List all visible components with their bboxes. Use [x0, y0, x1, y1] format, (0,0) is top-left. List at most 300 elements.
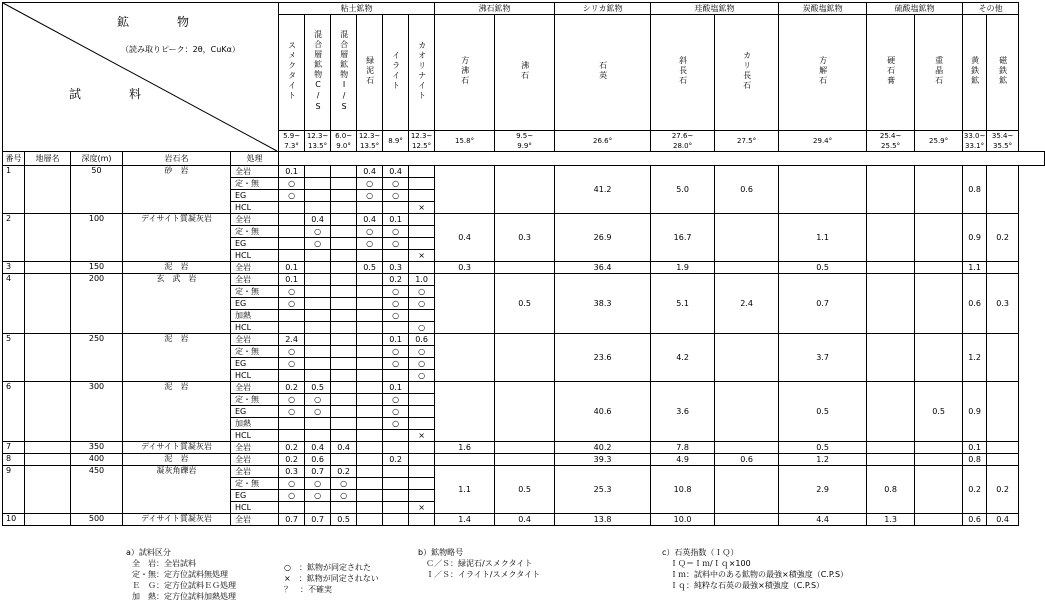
corner-sample-label: 試 料	[69, 87, 160, 101]
mineral-name-text: 石英	[598, 61, 608, 81]
mineral-value	[867, 382, 915, 442]
clay-value: ×	[409, 502, 435, 514]
clay-value	[383, 442, 409, 454]
clay-value: 0.4	[357, 214, 383, 226]
mineral-name-text: 緑泥石	[365, 56, 375, 86]
mineral-name-header	[987, 15, 1019, 131]
clay-value: ○	[305, 238, 331, 250]
mineral-name-header	[555, 15, 651, 131]
clay-value: 0.2	[331, 466, 357, 478]
clay-value	[357, 202, 383, 214]
clay-value	[331, 370, 357, 382]
legend-mark: ○ ：鉱物が同定された	[284, 563, 371, 572]
clay-value: ○	[409, 322, 435, 334]
mineral-peak-header: 27.6~ 28.0°	[651, 131, 715, 152]
mineral-value: 4.4	[779, 514, 867, 526]
clay-value	[409, 490, 435, 502]
mineral-value: 0.6	[963, 514, 987, 526]
sample-rock: 泥 岩	[123, 454, 231, 466]
mineral-value: 1.6	[435, 442, 495, 454]
clay-value: 0.4	[305, 214, 331, 226]
clay-value: 0.1	[279, 274, 305, 286]
clay-value: 0.5	[305, 382, 331, 394]
mineral-value	[987, 454, 1019, 466]
mineral-value	[915, 274, 963, 334]
mineral-name-text: 方沸石	[460, 56, 470, 86]
clay-value	[279, 418, 305, 430]
clay-value: 0.1	[279, 262, 305, 274]
sample-number: 7	[3, 442, 25, 454]
clay-value	[409, 478, 435, 490]
clay-value: ○	[279, 178, 305, 190]
mineral-analysis-table	[2, 2, 1045, 526]
mineral-name-header	[779, 15, 867, 131]
clay-value: ○	[279, 286, 305, 298]
mineral-value	[987, 382, 1019, 442]
clay-value	[331, 238, 357, 250]
mineral-value: 0.3	[435, 262, 495, 274]
clay-value: 0.1	[383, 382, 409, 394]
mineral-value	[715, 382, 779, 442]
corner-box	[3, 3, 278, 151]
table-corner-header	[3, 3, 279, 152]
legend-c-item: ＩＱ＝Ｉｍ/Ｉｑ×100	[670, 559, 751, 568]
clay-value	[383, 322, 409, 334]
clay-value	[357, 418, 383, 430]
mineral-group-header: シリカ鉱物	[555, 3, 651, 15]
mineral-value: 0.6	[715, 166, 779, 214]
treatment: EG	[231, 490, 279, 502]
mineral-value	[915, 454, 963, 466]
mineral-value: 41.2	[555, 166, 651, 214]
clay-value: 0.1	[383, 214, 409, 226]
clay-value	[383, 202, 409, 214]
mineral-name-header	[409, 15, 435, 131]
mineral-value: 0.1	[963, 442, 987, 454]
mineral-value: 26.9	[555, 214, 651, 262]
mineral-peak-header: 26.6°	[555, 131, 651, 152]
clay-value: ○	[383, 238, 409, 250]
clay-value	[357, 490, 383, 502]
mineral-name-header	[715, 15, 779, 131]
clay-value	[305, 286, 331, 298]
mineral-value: 0.8	[867, 466, 915, 514]
treatment: 全岩	[231, 166, 279, 178]
mineral-value	[867, 274, 915, 334]
clay-value: 0.7	[305, 514, 331, 526]
mineral-value: 1.1	[779, 214, 867, 262]
sample-layer	[25, 274, 71, 334]
clay-value: ○	[383, 346, 409, 358]
mineral-value: 0.7	[779, 274, 867, 334]
clay-value	[357, 358, 383, 370]
treatment: HCL	[231, 202, 279, 214]
clay-value	[357, 466, 383, 478]
clay-value	[331, 274, 357, 286]
clay-value: ○	[305, 394, 331, 406]
clay-value	[279, 310, 305, 322]
clay-value	[409, 394, 435, 406]
mineral-value	[715, 442, 779, 454]
sample-layer	[25, 454, 71, 466]
mineral-name-text: 方解石	[818, 56, 828, 86]
mineral-name-header	[331, 15, 357, 131]
mineral-name-text: 沸石	[520, 61, 530, 81]
mineral-value: 0.8	[963, 166, 987, 214]
mineral-value	[715, 214, 779, 262]
mineral-name-text: 混合層鉱物C/S	[313, 29, 323, 113]
clay-value	[383, 370, 409, 382]
clay-value	[279, 370, 305, 382]
clay-value	[331, 430, 357, 442]
mineral-value: 13.8	[555, 514, 651, 526]
mineral-value	[867, 334, 915, 382]
sample-layer	[25, 466, 71, 514]
mineral-peak-header: 12.3~ 12.5°	[409, 131, 435, 152]
mineral-name-header	[963, 15, 987, 131]
mineral-value: 40.2	[555, 442, 651, 454]
clay-value: 0.2	[383, 454, 409, 466]
clay-value	[331, 502, 357, 514]
mineral-value	[435, 454, 495, 466]
legend-marks	[284, 562, 379, 595]
treatment: 全岩	[231, 514, 279, 526]
treatment: 定・無	[231, 394, 279, 406]
clay-value	[279, 238, 305, 250]
mineral-peak-header: 12.3~ 13.5°	[305, 131, 331, 152]
mineral-value	[495, 334, 555, 382]
mineral-name-header	[279, 15, 305, 131]
mineral-value	[915, 166, 963, 214]
clay-value	[357, 334, 383, 346]
mineral-value: 5.1	[651, 274, 715, 334]
legend-mark: ？ ：不確実	[284, 585, 332, 594]
legend-a-item: 全 岩：全岩試料	[132, 559, 196, 568]
mineral-name-text: イライト	[391, 51, 401, 91]
clay-value	[305, 178, 331, 190]
mineral-group-header: 珪酸塩鉱物	[651, 3, 779, 15]
mineral-value: 0.2	[987, 466, 1019, 514]
mineral-value: 0.3	[987, 274, 1019, 334]
mineral-value	[987, 442, 1019, 454]
sample-rock: 凝灰角礫岩	[123, 466, 231, 514]
clay-value	[279, 202, 305, 214]
clay-value	[305, 274, 331, 286]
clay-value: ○	[357, 226, 383, 238]
mineral-name-text: カリ長石	[742, 51, 752, 91]
treatment: EG	[231, 190, 279, 202]
mineral-value	[495, 454, 555, 466]
mineral-group-header: 硫酸塩鉱物	[867, 3, 963, 15]
header-spacer	[279, 152, 1045, 166]
clay-value	[357, 514, 383, 526]
clay-value	[357, 298, 383, 310]
mineral-value	[779, 166, 867, 214]
treatment: EG	[231, 238, 279, 250]
sample-number: 1	[3, 166, 25, 214]
clay-value	[383, 478, 409, 490]
clay-value	[305, 358, 331, 370]
clay-value	[331, 298, 357, 310]
clay-value: 0.6	[409, 334, 435, 346]
mineral-name-header	[867, 15, 915, 131]
clay-value: ○	[383, 286, 409, 298]
clay-value: ○	[383, 418, 409, 430]
clay-value: 0.4	[331, 442, 357, 454]
sample-depth: 250	[71, 334, 123, 382]
clay-value	[331, 250, 357, 262]
clay-value: ○	[279, 346, 305, 358]
clay-value	[331, 322, 357, 334]
mineral-value: 1.3	[867, 514, 915, 526]
sample-rock: 泥 岩	[123, 334, 231, 382]
clay-value	[305, 334, 331, 346]
mineral-name-text: 重晶石	[934, 56, 944, 86]
legend-c-title: c）石英指数（ＩＱ）	[662, 548, 739, 557]
mineral-name-text: 硬石膏	[886, 56, 896, 86]
clay-value: ○	[331, 478, 357, 490]
mineral-value: 25.3	[555, 466, 651, 514]
clay-value: ○	[279, 490, 305, 502]
mineral-value: 40.6	[555, 382, 651, 442]
mineral-value: 0.9	[963, 214, 987, 262]
clay-value: ○	[383, 178, 409, 190]
clay-value: ○	[383, 358, 409, 370]
mineral-name-text: 磁鉄鉱	[998, 56, 1008, 86]
mineral-name-text: カオリナイト	[417, 41, 427, 101]
clay-value	[357, 322, 383, 334]
treatment: 定・無	[231, 226, 279, 238]
mineral-peak-header: 8.9°	[383, 131, 409, 152]
mineral-value: 0.2	[987, 214, 1019, 262]
clay-value	[279, 430, 305, 442]
clay-value: 0.2	[383, 274, 409, 286]
clay-value	[409, 214, 435, 226]
mineral-name-header	[495, 15, 555, 131]
clay-value	[409, 442, 435, 454]
treatment: 全岩	[231, 466, 279, 478]
treatment: HCL	[231, 370, 279, 382]
treatment: HCL	[231, 430, 279, 442]
clay-value: ○	[331, 490, 357, 502]
mineral-value	[987, 334, 1019, 382]
clay-value	[409, 466, 435, 478]
mineral-name-header	[305, 15, 331, 131]
clay-value: 0.2	[279, 382, 305, 394]
clay-value	[305, 418, 331, 430]
mineral-value: 0.5	[495, 466, 555, 514]
column-header-depth: 深度(m)	[71, 152, 123, 166]
mineral-peak-header: 25.4~ 25.5°	[867, 131, 915, 152]
mineral-value	[715, 466, 779, 514]
clay-value	[279, 226, 305, 238]
clay-value	[305, 310, 331, 322]
treatment: HCL	[231, 322, 279, 334]
mineral-name-text: スメクタイト	[287, 41, 297, 101]
clay-value	[357, 310, 383, 322]
clay-value: ○	[279, 478, 305, 490]
clay-value	[331, 190, 357, 202]
mineral-peak-header: 27.5°	[715, 131, 779, 152]
mineral-value	[435, 382, 495, 442]
table-row	[3, 442, 1045, 454]
clay-value	[409, 262, 435, 274]
clay-value	[279, 322, 305, 334]
clay-value: ○	[383, 226, 409, 238]
clay-value: ○	[279, 358, 305, 370]
clay-value	[357, 394, 383, 406]
mineral-name-text: 斜長石	[678, 56, 688, 86]
mineral-name-header	[383, 15, 409, 131]
clay-value	[357, 274, 383, 286]
mineral-value	[915, 262, 963, 274]
table-row	[3, 454, 1045, 466]
legend-b-item: Ｃ／Ｓ：緑泥石/スメクタイト	[426, 559, 533, 568]
clay-value	[331, 214, 357, 226]
mineral-group-header: 沸石鉱物	[435, 3, 555, 15]
clay-value: ○	[409, 358, 435, 370]
mineral-value: 1.2	[963, 334, 987, 382]
mineral-peak-header: 12.3~ 13.5°	[357, 131, 383, 152]
treatment: 定・無	[231, 478, 279, 490]
treatment: 全岩	[231, 262, 279, 274]
mineral-name-header	[915, 15, 963, 131]
mineral-value: 0.4	[987, 514, 1019, 526]
mineral-value	[987, 166, 1019, 214]
clay-value	[409, 178, 435, 190]
sample-rock: 泥 岩	[123, 262, 231, 274]
clay-value: ○	[409, 286, 435, 298]
clay-value: ○	[305, 478, 331, 490]
mineral-value: 0.5	[779, 262, 867, 274]
clay-value: 0.5	[357, 262, 383, 274]
clay-value	[279, 502, 305, 514]
mineral-group-header: 炭酸塩鉱物	[779, 3, 867, 15]
table-row	[3, 274, 1045, 286]
legend-a-item: Ｅ Ｇ：定方位試料ＥＧ処理	[132, 581, 236, 590]
clay-value: ○	[383, 190, 409, 202]
clay-value	[331, 454, 357, 466]
mineral-name-header	[435, 15, 495, 131]
mineral-group-header: 粘土鉱物	[279, 3, 435, 15]
sample-depth: 100	[71, 214, 123, 262]
mineral-name-header	[357, 15, 383, 131]
mineral-value: 0.2	[963, 466, 987, 514]
treatment: EG	[231, 358, 279, 370]
clay-value	[331, 286, 357, 298]
clay-value	[357, 442, 383, 454]
clay-value	[357, 250, 383, 262]
clay-value: ○	[409, 346, 435, 358]
sample-depth: 50	[71, 166, 123, 214]
mineral-peak-header: 9.5~ 9.9°	[495, 131, 555, 152]
mineral-value: 10.8	[651, 466, 715, 514]
mineral-value	[495, 166, 555, 214]
mineral-value: 4.9	[651, 454, 715, 466]
clay-value	[331, 382, 357, 394]
treatment: 加熱	[231, 310, 279, 322]
mineral-value: 3.6	[651, 382, 715, 442]
legend-sample-class	[126, 547, 236, 602]
clay-value: ○	[409, 370, 435, 382]
clay-value: ×	[409, 250, 435, 262]
clay-value	[279, 250, 305, 262]
clay-value	[383, 490, 409, 502]
mineral-value: 0.9	[963, 382, 987, 442]
treatment: EG	[231, 298, 279, 310]
clay-value	[305, 190, 331, 202]
sample-number: 6	[3, 382, 25, 442]
treatment: 加熱	[231, 418, 279, 430]
mineral-value	[715, 334, 779, 382]
clay-value: ○	[305, 226, 331, 238]
clay-value	[331, 346, 357, 358]
clay-value	[331, 418, 357, 430]
column-header-no: 番号	[3, 152, 25, 166]
mineral-value: 0.5	[495, 274, 555, 334]
clay-value	[409, 190, 435, 202]
mineral-value	[915, 442, 963, 454]
clay-value	[409, 226, 435, 238]
mineral-value	[915, 334, 963, 382]
clay-value	[331, 406, 357, 418]
mineral-value	[915, 514, 963, 526]
mineral-value: 4.2	[651, 334, 715, 382]
clay-value	[331, 310, 357, 322]
clay-value	[305, 262, 331, 274]
clay-value	[383, 466, 409, 478]
treatment: 全岩	[231, 454, 279, 466]
table-row	[3, 466, 1045, 478]
mineral-value: 0.4	[495, 514, 555, 526]
clay-value: ○	[279, 190, 305, 202]
treatment: 全岩	[231, 334, 279, 346]
mineral-value: 0.6	[963, 274, 987, 334]
legend-c-item: Ｉｑ：純粋な石英の最強×積強度（C.P.S）	[670, 581, 825, 590]
clay-value	[305, 166, 331, 178]
mineral-value: 3.7	[779, 334, 867, 382]
mineral-value: 1.1	[435, 466, 495, 514]
mineral-peak-header: 35.4~ 35.5°	[987, 131, 1019, 152]
header-row-groups	[3, 3, 1045, 15]
clay-value	[305, 502, 331, 514]
clay-value	[357, 430, 383, 442]
clay-value: ×	[409, 202, 435, 214]
clay-value: 0.2	[279, 442, 305, 454]
clay-value: 0.2	[279, 454, 305, 466]
sample-number: 2	[3, 214, 25, 262]
treatment: 全岩	[231, 442, 279, 454]
clay-value	[357, 346, 383, 358]
corner-reading-label: （読み取りピーク：2θ，CuKα）	[121, 45, 240, 54]
mineral-value: 7.8	[651, 442, 715, 454]
sample-depth: 450	[71, 466, 123, 514]
mineral-value: 0.8	[963, 454, 987, 466]
clay-value	[409, 454, 435, 466]
mineral-value	[867, 454, 915, 466]
table-row	[3, 334, 1045, 346]
clay-value	[357, 502, 383, 514]
legend-a-item: 定・無：定方位試料無処理	[132, 570, 228, 579]
clay-value: ○	[279, 298, 305, 310]
clay-value: ×	[409, 430, 435, 442]
legend-quartz-index	[662, 547, 848, 591]
clay-value	[357, 286, 383, 298]
mineral-value: 0.5	[779, 442, 867, 454]
clay-value	[305, 250, 331, 262]
clay-value: ○	[357, 238, 383, 250]
treatment: HCL	[231, 250, 279, 262]
